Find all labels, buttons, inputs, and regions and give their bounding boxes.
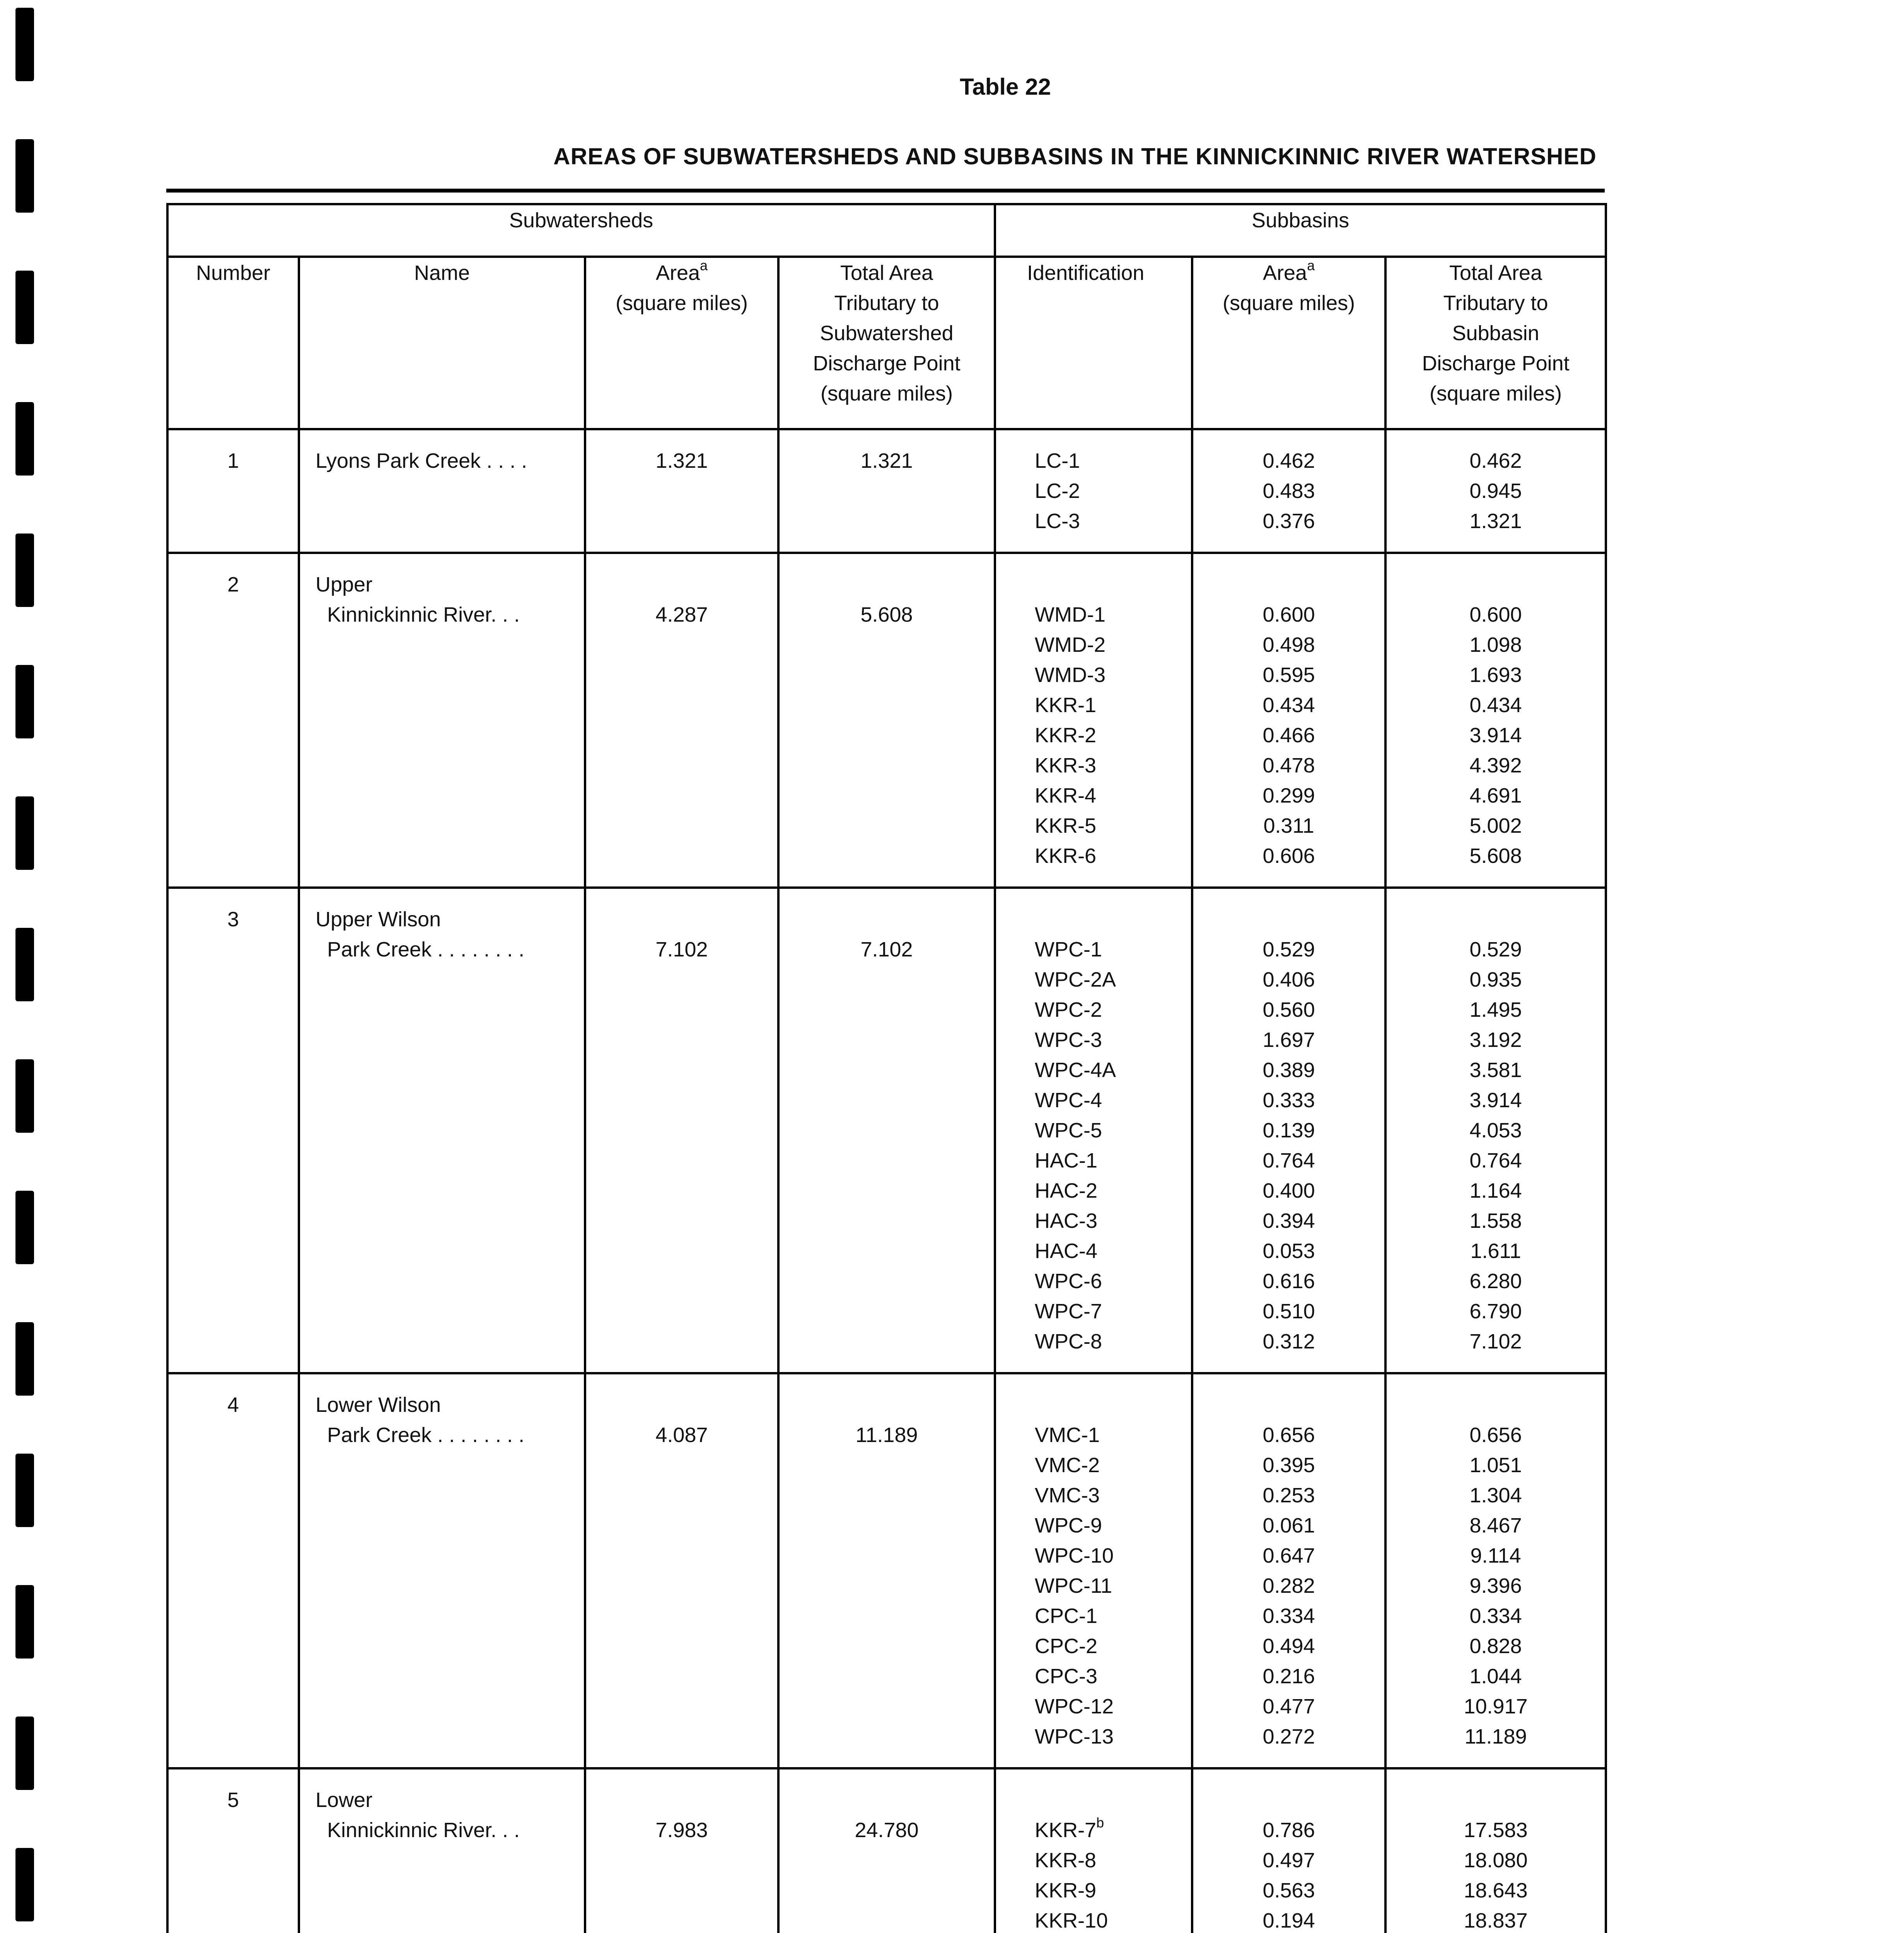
subwatershed-number-cell: [167, 553, 299, 888]
col-header-line: Tributary to: [1443, 291, 1548, 315]
col-header-line: Tributary to: [834, 291, 939, 315]
subbasin-id-line: [1035, 630, 1191, 660]
subbasin-total: 1.044: [1469, 1665, 1522, 1688]
subbasin-total: 18.080: [1464, 1849, 1528, 1872]
footnote-a-ref: a: [1307, 257, 1315, 273]
subwatershed-row: [167, 1768, 1606, 1933]
spacer: [586, 1785, 777, 1815]
subbasin-area: 0.434: [1263, 694, 1315, 717]
spacer: [1035, 569, 1191, 600]
col-header-basin-area-line2: (square miles): [1223, 291, 1355, 315]
subwatershed-area: 1.321: [655, 449, 708, 472]
subwatershed-name-cell: [299, 553, 585, 888]
subbasin-total: 1.611: [1470, 1239, 1521, 1263]
subbasin-id-line: [1035, 720, 1191, 750]
subbasin-area: 0.560: [1263, 998, 1315, 1021]
subbasin-area: 0.595: [1263, 663, 1315, 687]
subbasin-area-cell: [1192, 1373, 1385, 1768]
subbasin-id-line: [1035, 446, 1191, 476]
subwatershed-area: 4.287: [655, 603, 708, 626]
subwatershed-total: 11.189: [855, 1423, 918, 1447]
subbasin-id-line: [1035, 1510, 1191, 1541]
binding-hole-mark: [15, 1322, 34, 1396]
subbasin-area-cell: [1192, 429, 1385, 553]
col-header-line: (square miles): [1430, 382, 1562, 405]
group-header-subbasins: Subbasins: [995, 204, 1606, 257]
subbasin-total: 1.321: [1469, 510, 1522, 533]
subbasin-id: VMC-1: [1035, 1423, 1100, 1447]
subbasin-total: 4.053: [1469, 1119, 1522, 1142]
subbasin-area: 0.400: [1263, 1179, 1315, 1202]
subwatershed-total: 1.321: [860, 449, 913, 472]
binding-hole-mark: [15, 1191, 34, 1264]
subbasin-id: HAC-3: [1035, 1209, 1098, 1232]
subwatershed-name-line: Park Creek . . . . . . . .: [327, 938, 525, 961]
subbasin-area: 0.510: [1263, 1300, 1315, 1323]
subbasin-total-cell: [1385, 1768, 1606, 1933]
subbasin-area: 0.406: [1263, 968, 1315, 991]
subbasin-total: 0.434: [1469, 694, 1522, 717]
subbasin-id-line: [1035, 750, 1191, 781]
subbasin-area: 1.697: [1263, 1028, 1315, 1052]
binding-hole-mark: [15, 1585, 34, 1659]
spacer: [780, 1785, 994, 1815]
subwatershed-total-cell: [778, 553, 995, 888]
subbasin-total: 11.189: [1464, 1725, 1527, 1748]
spacer: [1193, 904, 1384, 934]
subbasin-total: 1.304: [1469, 1484, 1522, 1507]
subbasin-id-line: [1035, 1845, 1191, 1875]
subbasin-total: 0.764: [1469, 1149, 1522, 1172]
subbasin-area: 0.494: [1263, 1635, 1315, 1658]
subbasin-area-cell: [1192, 1768, 1385, 1933]
subbasin-id: WPC-1: [1035, 938, 1102, 961]
group-header-row: [167, 204, 1606, 257]
subbasin-id-line: [1035, 1906, 1191, 1933]
col-header-sub-area-line1: Area: [655, 261, 700, 285]
subwatershed-name-line: Kinnickinnic River. . .: [327, 603, 520, 626]
subwatershed-name-line: Park Creek . . . . . . . .: [327, 1423, 525, 1447]
subwatershed-row: [167, 888, 1606, 1373]
subbasin-total: 7.102: [1469, 1330, 1522, 1353]
subbasin-area: 0.312: [1263, 1330, 1315, 1353]
subwatershed-area-cell: [585, 553, 778, 888]
column-header-row: [167, 257, 1606, 429]
subbasin-area: 0.299: [1263, 784, 1315, 807]
subbasin-total-cell: [1385, 1373, 1606, 1768]
subwatershed-number-cell: [167, 1768, 299, 1933]
subbasin-total: 1.693: [1469, 663, 1522, 687]
subwatershed-total-cell: [778, 1373, 995, 1768]
spacer: [586, 1390, 777, 1420]
subbasin-id-cell: [995, 553, 1192, 888]
spacer: [1193, 1785, 1384, 1815]
col-header-basin-total: [1385, 257, 1606, 429]
subbasin-area: 0.333: [1263, 1089, 1315, 1112]
subbasin-id: WPC-8: [1035, 1330, 1102, 1353]
subbasin-total: 1.164: [1469, 1179, 1522, 1202]
subwatershed-row: [167, 429, 1606, 553]
subbasin-id-line: [1035, 1571, 1191, 1601]
binding-hole-mark: [15, 1454, 34, 1527]
col-header-line: Total Area: [840, 261, 933, 285]
subbasin-id-line: [1035, 1266, 1191, 1296]
subbasin-id-cell: [995, 888, 1192, 1373]
subbasin-total: 0.600: [1469, 603, 1522, 626]
subwatershed-name-cell: [299, 1373, 585, 1768]
spacer: [1035, 1390, 1191, 1420]
spacer: [780, 569, 994, 600]
subbasin-id-line: [1035, 1176, 1191, 1206]
subwatershed-total-cell: [778, 888, 995, 1373]
spacer: [1193, 569, 1384, 600]
subbasin-id: KKR-9: [1035, 1879, 1097, 1902]
subwatershed-area-cell: [585, 1373, 778, 1768]
subbasin-total: 1.495: [1469, 998, 1522, 1021]
spacer: [780, 904, 994, 934]
subbasin-id-line: [1035, 506, 1191, 536]
subbasin-area: 0.272: [1263, 1725, 1315, 1748]
subbasin-id: CPC-2: [1035, 1635, 1098, 1658]
table-title: AREAS OF SUBWATERSHEDS AND SUBBASINS IN THE KINNICKINNIC RIVER WATERSHED: [553, 143, 1597, 169]
subwatershed-name-cell: [299, 1768, 585, 1933]
subbasin-total: 17.583: [1464, 1819, 1528, 1842]
subbasin-id-line: [1035, 1326, 1191, 1357]
col-header-sub-area: [585, 257, 778, 429]
subbasin-id: WPC-2A: [1035, 968, 1116, 991]
col-header-line: Discharge Point: [1422, 352, 1570, 375]
subbasin-area: 0.389: [1263, 1059, 1315, 1082]
subwatershed-area: 7.102: [655, 938, 708, 961]
col-header-line: Subwatershed: [820, 322, 954, 345]
subwatershed-name-line: Upper: [316, 573, 373, 596]
subbasin-id-line: [1035, 476, 1191, 506]
subbasin-area: 0.139: [1263, 1119, 1315, 1142]
binding-hole-mark: [15, 271, 34, 344]
subbasin-id-line: [1035, 841, 1191, 871]
binding-hole-mark: [15, 534, 34, 607]
subwatershed-name-line: Lower Wilson: [316, 1393, 441, 1417]
subbasin-total: 8.467: [1469, 1514, 1522, 1537]
spacer: [1387, 1785, 1605, 1815]
col-header-line: Subbasin: [1452, 322, 1539, 345]
subwatershed-row: [167, 553, 1606, 888]
subbasin-id-line: [1035, 1601, 1191, 1631]
binding-hole-mark: [15, 139, 34, 213]
col-header-line: Total Area: [1449, 261, 1542, 285]
binding-hole-mark: [15, 402, 34, 476]
subwatershed-total: 5.608: [860, 603, 913, 626]
subbasin-area: 0.253: [1263, 1484, 1315, 1507]
subbasin-id: KKR-6: [1035, 844, 1097, 868]
subbasin-area: 0.334: [1263, 1604, 1315, 1628]
subbasin-area: 0.282: [1263, 1574, 1315, 1597]
subbasin-id: KKR-5: [1035, 814, 1097, 837]
binding-hole-mark: [15, 928, 34, 1001]
binding-hole-mark: [15, 8, 34, 81]
spacer: [1035, 1785, 1191, 1815]
subbasin-total: 3.914: [1469, 724, 1522, 747]
subbasin-id: VMC-3: [1035, 1484, 1100, 1507]
subwatershed-number-cell: [167, 1373, 299, 1768]
subbasin-total: 1.051: [1469, 1454, 1522, 1477]
subbasin-total: 0.334: [1469, 1604, 1522, 1628]
binding-hole-mark: [15, 1717, 34, 1790]
subbasin-total-cell: [1385, 429, 1606, 553]
subbasin-total: 5.002: [1469, 814, 1522, 837]
binding-hole-mark: [15, 1059, 34, 1133]
subbasin-total: 6.280: [1469, 1270, 1522, 1293]
subbasin-id: WPC-6: [1035, 1270, 1102, 1293]
subbasin-total: 4.691: [1469, 784, 1522, 807]
subbasin-id-line: [1035, 1691, 1191, 1722]
subwatershed-name-cell: [299, 429, 585, 553]
subbasin-id-cell: [995, 429, 1192, 553]
subbasin-id-line: [1035, 1085, 1191, 1115]
subbasin-area: 0.394: [1263, 1209, 1315, 1232]
subwatershed-number: 1: [227, 449, 239, 472]
subbasin-id: WPC-13: [1035, 1725, 1114, 1748]
subbasin-id-line: [1035, 1541, 1191, 1571]
subbasin-id: KKR-8: [1035, 1849, 1097, 1872]
subbasin-id: WPC-5: [1035, 1119, 1102, 1142]
subbasin-id: WPC-9: [1035, 1514, 1102, 1537]
col-header-sub-area-line2: (square miles): [615, 291, 748, 315]
subbasin-total: 0.935: [1469, 968, 1522, 991]
subbasin-total: 4.392: [1469, 754, 1522, 777]
subwatershed-number: 4: [227, 1393, 239, 1417]
watershed-table: [166, 203, 1607, 1933]
subbasin-id-line: [1035, 1875, 1191, 1906]
subbasin-total-cell: [1385, 888, 1606, 1373]
subbasin-id: WPC-7: [1035, 1300, 1102, 1323]
subbasin-id-line: [1035, 1480, 1191, 1510]
subbasin-id: HAC-2: [1035, 1179, 1098, 1202]
spacer: [1193, 1390, 1384, 1420]
subwatershed-number: 2: [227, 573, 239, 596]
subbasin-area: 0.216: [1263, 1665, 1315, 1688]
title-rule: [166, 189, 1605, 193]
spacer: [780, 1390, 994, 1420]
subbasin-area: 0.194: [1263, 1909, 1315, 1932]
spacer: [1387, 569, 1605, 600]
footnote-a-ref: a: [700, 257, 708, 273]
subbasin-total: 0.945: [1469, 479, 1522, 503]
subwatershed-number-cell: [167, 888, 299, 1373]
subbasin-id-line: [1035, 690, 1191, 720]
subbasin-area: 0.616: [1263, 1270, 1315, 1293]
subbasin-id-line: [1035, 965, 1191, 995]
subbasin-total: 1.098: [1469, 633, 1522, 656]
subbasin-id-line: [1035, 811, 1191, 841]
subbasin-id: WPC-2: [1035, 998, 1102, 1021]
subbasin-id-line: [1035, 1145, 1191, 1176]
subwatershed-name-line: Kinnickinnic River. . .: [327, 1819, 520, 1842]
subbasin-id-line: [1035, 600, 1191, 630]
subbasin-total: 9.114: [1470, 1544, 1521, 1567]
subbasin-total: 1.558: [1469, 1209, 1522, 1232]
subwatershed-area-cell: [585, 888, 778, 1373]
subbasin-id: KKR-10: [1035, 1909, 1108, 1932]
subwatershed-name-line: Lower: [316, 1788, 373, 1812]
subbasin-total: 3.914: [1469, 1089, 1522, 1112]
subbasin-total-cell: [1385, 553, 1606, 888]
subbasin-id-line: [1035, 1661, 1191, 1691]
subbasin-id: HAC-1: [1035, 1149, 1098, 1172]
col-header-name: Name: [299, 257, 585, 429]
subwatershed-name-cell: [299, 888, 585, 1373]
subbasin-total: 18.837: [1464, 1909, 1528, 1932]
spacer: [1387, 904, 1605, 934]
subbasin-area: 0.376: [1263, 510, 1315, 533]
subbasin-id: KKR-2: [1035, 724, 1097, 747]
subbasin-total: 9.396: [1469, 1574, 1522, 1597]
col-header-line: Discharge Point: [813, 352, 961, 375]
subbasin-id-line: [1035, 1206, 1191, 1236]
subbasin-id-line: [1035, 781, 1191, 811]
col-header-number: Number: [167, 257, 299, 429]
subbasin-id-line: [1035, 1236, 1191, 1266]
spacer: [1035, 904, 1191, 934]
subbasin-area-cell: [1192, 553, 1385, 888]
subbasin-area: 0.395: [1263, 1454, 1315, 1477]
subbasin-area: 0.498: [1263, 633, 1315, 656]
subbasin-id: KKR-7: [1035, 1819, 1097, 1842]
subwatershed-number-cell: [167, 429, 299, 553]
subbasin-id: WPC-3: [1035, 1028, 1102, 1052]
subbasin-id: LC-1: [1035, 449, 1080, 472]
subbasin-area: 0.606: [1263, 844, 1315, 868]
subbasin-id-line: [1035, 1815, 1191, 1845]
subbasin-area: 0.764: [1263, 1149, 1315, 1172]
subbasin-id: WPC-12: [1035, 1695, 1114, 1718]
subwatershed-area-cell: [585, 429, 778, 553]
subwatershed-total: 24.780: [855, 1819, 919, 1842]
subbasin-id: CPC-1: [1035, 1604, 1098, 1628]
subwatershed-total-cell: [778, 1768, 995, 1933]
binding-hole-mark: [15, 665, 34, 738]
subbasin-total: 0.462: [1469, 449, 1522, 472]
subbasin-area: 0.529: [1263, 938, 1315, 961]
subbasin-area-cell: [1192, 888, 1385, 1373]
subbasin-area: 0.656: [1263, 1423, 1315, 1447]
subwatershed-area: 4.087: [655, 1423, 708, 1447]
subwatershed-area-cell: [585, 1768, 778, 1933]
subbasin-area: 0.053: [1263, 1239, 1315, 1263]
subbasin-id-line: [1035, 995, 1191, 1025]
subwatershed-row: [167, 1373, 1606, 1768]
subbasin-id-line: [1035, 1722, 1191, 1752]
table-label: Table 22: [960, 74, 1051, 100]
subbasin-area: 0.786: [1263, 1819, 1315, 1842]
subbasin-id: WMD-1: [1035, 603, 1106, 626]
subbasin-area: 0.061: [1263, 1514, 1315, 1537]
col-header-identification: Identification: [995, 257, 1192, 429]
subbasin-id: WMD-3: [1035, 663, 1106, 687]
col-header-line: (square miles): [820, 382, 953, 405]
spacer: [586, 904, 777, 934]
subwatershed-total: 7.102: [860, 938, 913, 961]
subbasin-id-line: [1035, 1115, 1191, 1145]
subbasin-id-line: [1035, 1055, 1191, 1085]
subbasin-id-line: [1035, 1296, 1191, 1326]
subbasin-total: 5.608: [1469, 844, 1522, 868]
subbasin-total: 6.790: [1469, 1300, 1522, 1323]
spacer: [586, 569, 777, 600]
col-header-sub-total: [778, 257, 995, 429]
subbasin-area: 0.483: [1263, 479, 1315, 503]
subbasin-id-line: [1035, 1450, 1191, 1480]
subbasin-id: LC-3: [1035, 510, 1080, 533]
subbasin-area: 0.600: [1263, 603, 1315, 626]
subwatershed-total-cell: [778, 429, 995, 553]
subbasin-total: 0.828: [1469, 1635, 1522, 1658]
subbasin-id: VMC-2: [1035, 1454, 1100, 1477]
subbasin-id: WPC-4: [1035, 1089, 1102, 1112]
subbasin-area: 0.477: [1263, 1695, 1315, 1718]
subbasin-total: 10.917: [1464, 1695, 1528, 1718]
subwatershed-number: 3: [227, 908, 239, 931]
subbasin-id-line: [1035, 1631, 1191, 1661]
subbasin-area: 0.462: [1263, 449, 1315, 472]
footnote-b-ref: b: [1096, 1815, 1104, 1831]
group-header-subwatersheds: Subwatersheds: [167, 204, 995, 257]
subbasin-id-line: [1035, 660, 1191, 690]
subwatershed-name-line: Lyons Park Creek . . . .: [316, 449, 527, 472]
subbasin-id: WPC-4A: [1035, 1059, 1116, 1082]
subbasin-total: 0.529: [1469, 938, 1522, 961]
binding-marks: [15, 0, 39, 1933]
subwatershed-name-line: Upper Wilson: [316, 908, 441, 931]
subbasin-area: 0.647: [1263, 1544, 1315, 1567]
subbasin-area: 0.563: [1263, 1879, 1315, 1902]
subbasin-id-line: [1035, 1025, 1191, 1055]
subbasin-id-line: [1035, 1420, 1191, 1450]
col-header-basin-area-line1: Area: [1263, 261, 1307, 285]
subbasin-id: WMD-2: [1035, 633, 1106, 656]
subwatershed-area: 7.983: [655, 1819, 708, 1842]
subbasin-id-cell: [995, 1768, 1192, 1933]
spacer: [1387, 1390, 1605, 1420]
subbasin-area: 0.497: [1263, 1849, 1315, 1872]
subwatershed-number: 5: [227, 1788, 239, 1812]
subbasin-id: KKR-1: [1035, 694, 1097, 717]
subbasin-id: CPC-3: [1035, 1665, 1098, 1688]
binding-hole-mark: [15, 1848, 34, 1921]
subbasin-id: WPC-11: [1035, 1574, 1112, 1597]
subbasin-id: LC-2: [1035, 479, 1080, 503]
subbasin-total: 0.656: [1469, 1423, 1522, 1447]
subbasin-id-line: [1035, 934, 1191, 965]
subbasin-area: 0.466: [1263, 724, 1315, 747]
col-header-basin-area: [1192, 257, 1385, 429]
subbasin-id: KKR-4: [1035, 784, 1097, 807]
subbasin-id: WPC-10: [1035, 1544, 1114, 1567]
subbasin-id: KKR-3: [1035, 754, 1097, 777]
subbasin-total: 3.192: [1469, 1028, 1522, 1052]
binding-hole-mark: [15, 796, 34, 870]
subbasin-id-cell: [995, 1373, 1192, 1768]
subbasin-id: HAC-4: [1035, 1239, 1098, 1263]
subbasin-area: 0.311: [1263, 814, 1314, 837]
subbasin-total: 3.581: [1469, 1059, 1522, 1082]
subbasin-area: 0.478: [1263, 754, 1315, 777]
table-body: [167, 429, 1606, 1933]
subbasin-total: 18.643: [1464, 1879, 1528, 1902]
